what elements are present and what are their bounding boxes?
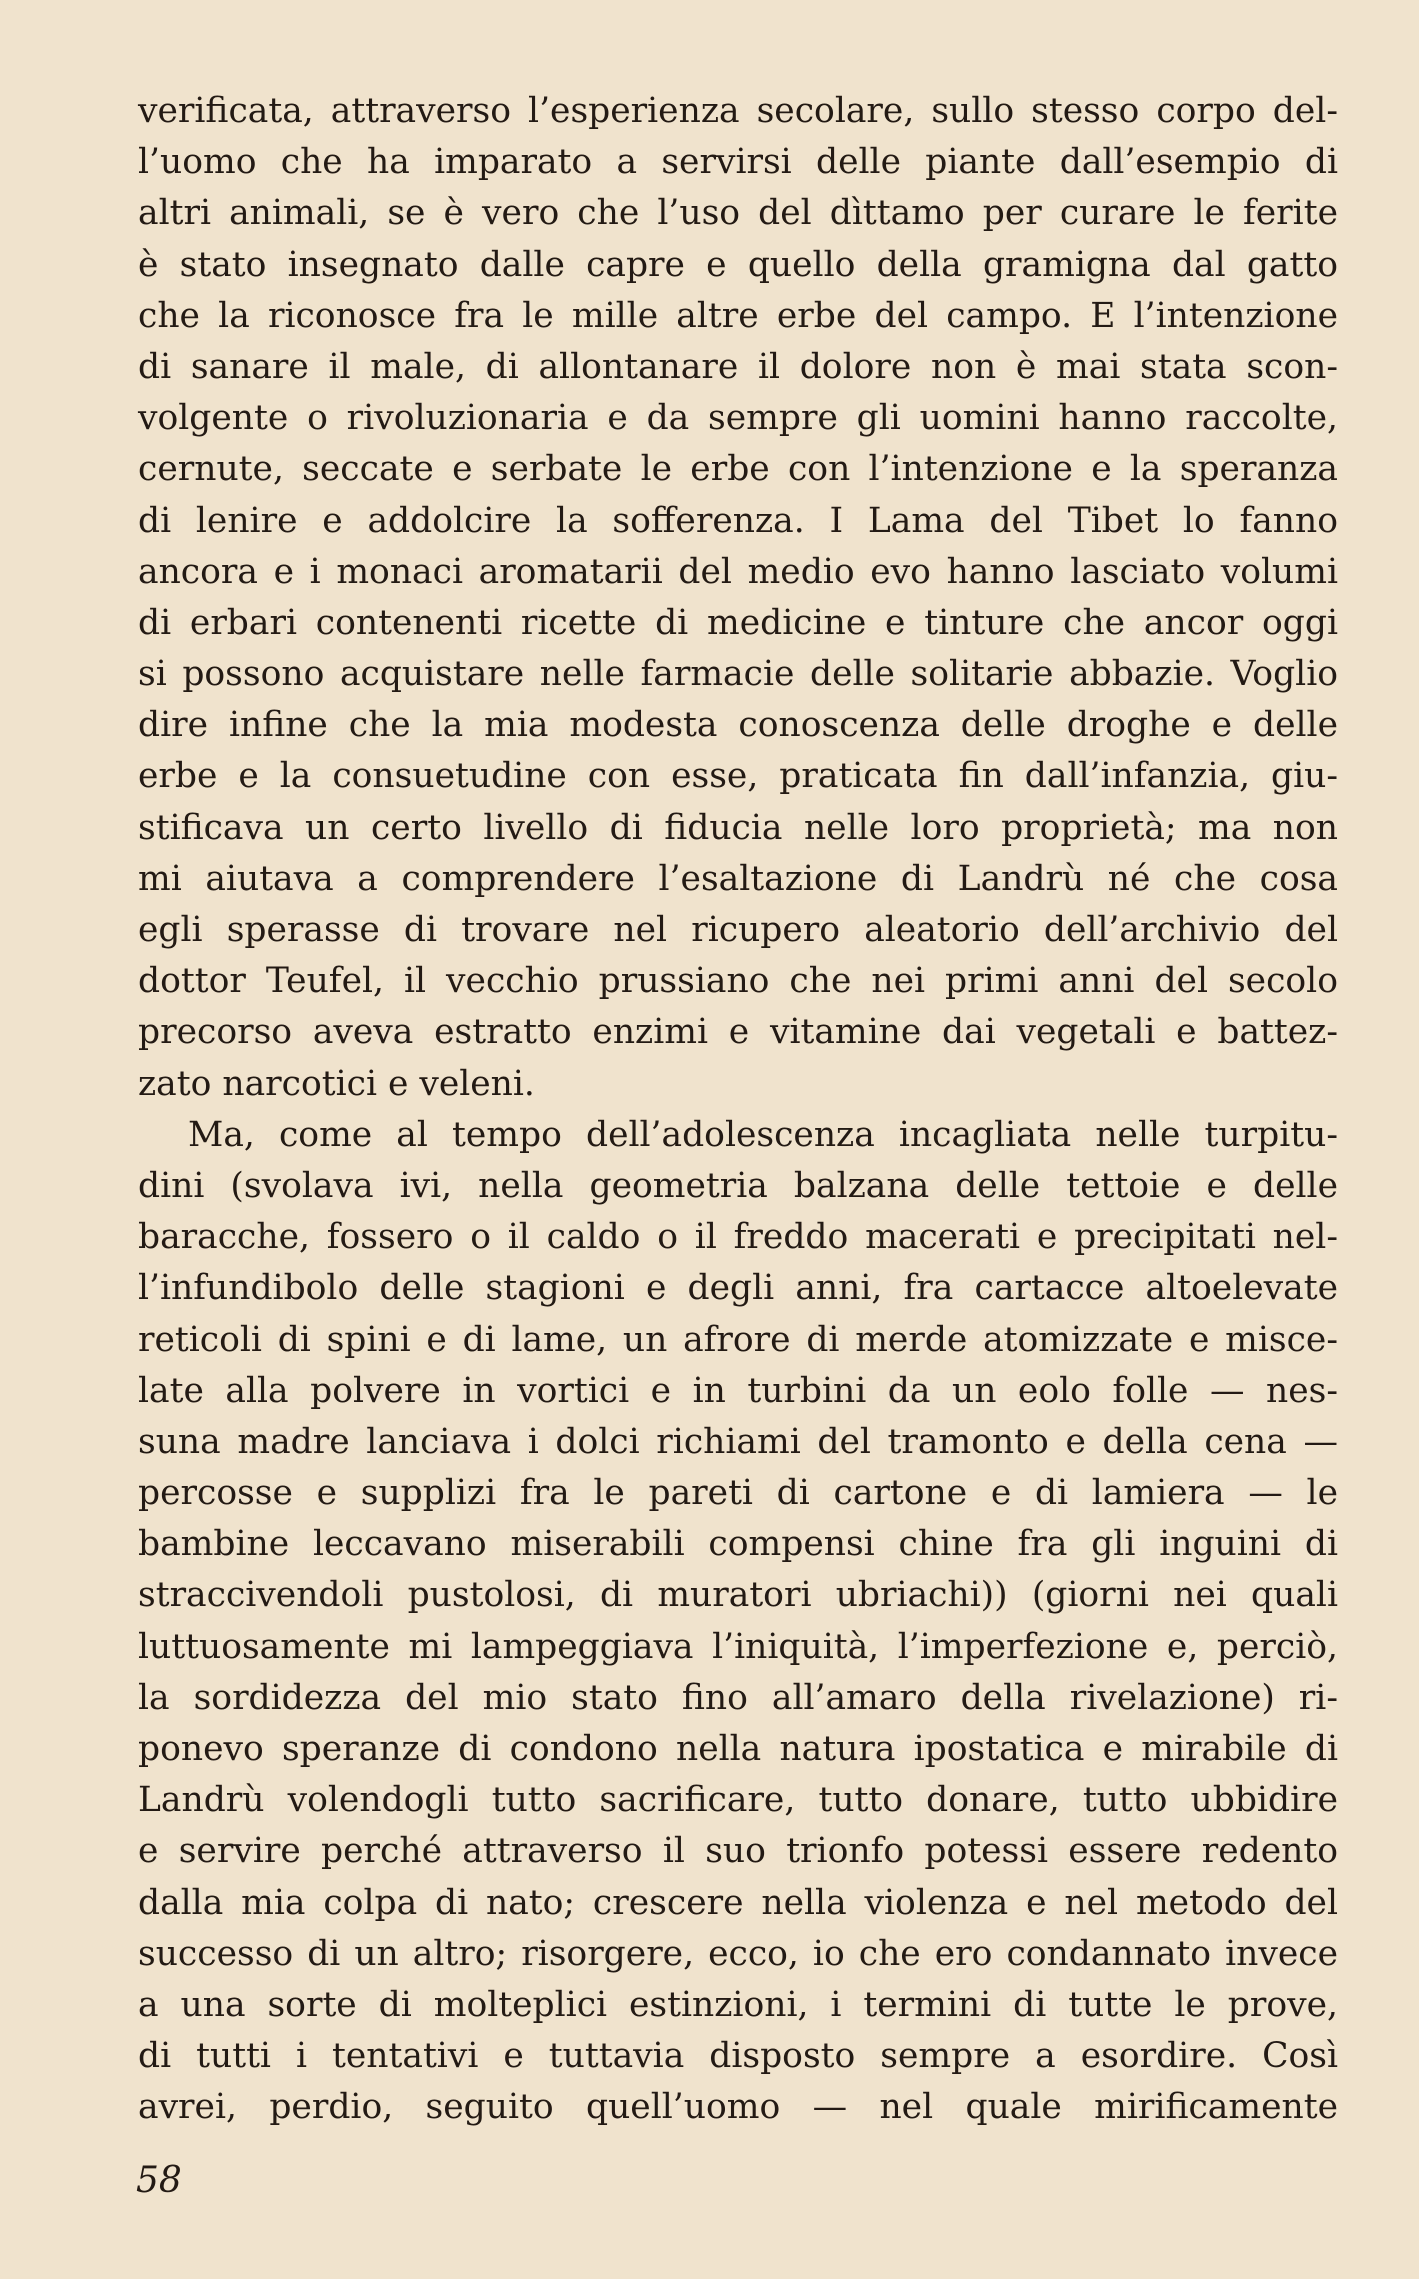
text-line: altri animali, se è vero che l’uso del dìttamo per curare le ferite	[138, 193, 1338, 234]
text-line: erbe e la consuetudine con esse, praticata fin dall’infanzia, giu-	[138, 756, 1338, 797]
text-line: dire infine che la mia modesta conoscenza delle droghe e delle	[138, 705, 1338, 746]
text-line: bambine leccavano miserabili compensi chine fra gli inguini di	[138, 1524, 1338, 1565]
text-line: stificava un certo livello di fiducia nelle loro proprietà; ma non	[138, 807, 1338, 848]
text-line: di lenire e addolcire la sofferenza. I Lama del Tibet lo fanno	[138, 500, 1338, 541]
text-line: avrei, perdio, seguito quell’uomo — nel quale mirificamente	[138, 2087, 1338, 2128]
text-line: è stato insegnato dalle capre e quello della gramigna dal gatto	[138, 244, 1338, 285]
paragraph	[138, 86, 1338, 1110]
text-line: reticoli di spini e di lame, un afrore di merde atomizzate e misce-	[138, 1319, 1338, 1360]
text-line: di tutti i tentativi e tuttavia disposto sempre a esordire. Così	[138, 2036, 1338, 2077]
paragraph	[138, 1110, 1338, 2134]
text-line: baracche, fossero o il caldo o il freddo macerati e precipitati nel-	[138, 1217, 1338, 1258]
text-line: straccivendoli pustolosi, di muratori ubriachi)) (giorni nei quali	[138, 1575, 1338, 1616]
text-line: ancora e i monaci aromatarii del medio evo hanno lasciato volumi	[138, 551, 1338, 592]
text-line: precorso aveva estratto enzimi e vitamine dai vegetali e battez-	[138, 1012, 1338, 1053]
text-line: dottor Teufel, il vecchio prussiano che nei primi anni del secolo	[138, 961, 1338, 1002]
text-line: ponevo speranze di condono nella natura ipostatica e mirabile di	[138, 1729, 1338, 1769]
text-line: e servire perché attraverso il suo trionfo potessi essere redento	[138, 1831, 1338, 1872]
text-line: mi aiutava a comprendere l’esaltazione di Landrù né che cosa	[138, 858, 1338, 899]
text-line: a una sorte di molteplici estinzioni, i termini di tutte le prove,	[138, 1984, 1338, 2025]
text-line: egli sperasse di trovare nel ricupero aleatorio dell’archivio del	[138, 910, 1338, 950]
text-line: di erbari contenenti ricette di medicine e tinture che ancor oggi	[138, 602, 1338, 643]
text-line: zato narcotici e veleni.	[138, 1063, 535, 1104]
text-line: volgente o rivoluzionaria e da sempre gli uomini hanno raccolte,	[138, 398, 1338, 439]
text-line: si possono acquistare nelle farmacie delle solitarie abbazie. Voglio	[138, 654, 1338, 695]
text-line: che la riconosce fra le mille altre erbe del campo. E l’intenzione	[138, 295, 1338, 336]
text-line: percosse e supplizi fra le pareti di cartone e di lamiera — le	[138, 1473, 1338, 1514]
text-line: l’infundibolo delle stagioni e degli anni, fra cartacce altoelevate	[138, 1268, 1338, 1309]
text-line: di sanare il male, di allontanare il dolore non è mai stata scon-	[138, 346, 1338, 387]
text-line: Ma, come al tempo dell’adolescenza incagliata nelle turpitu-	[188, 1114, 1338, 1155]
text-line: l’uomo che ha imparato a servirsi delle piante dall’esempio di	[138, 142, 1338, 183]
text-line: verificata, attraverso l’esperienza secolare, sullo stesso corpo del-	[138, 91, 1338, 131]
text-line: Landrù volendogli tutto sacrificare, tutto donare, tutto ubbidire	[138, 1780, 1338, 1821]
text-line: dalla mia colpa di nato; crescere nella violenza e nel metodo del	[138, 1882, 1338, 1923]
body-text	[138, 86, 1338, 2134]
page-number: 58	[136, 2160, 182, 2201]
text-line: late alla polvere in vortici e in turbini da un eolo folle — nes-	[138, 1370, 1338, 1411]
text-line: successo di un altro; risorgere, ecco, io che ero condannato invece	[138, 1933, 1338, 1974]
text-line: la sordidezza del mio stato fino all’amaro della rivelazione) ri-	[138, 1677, 1338, 1718]
text-line: luttuosamente mi lampeggiava l’iniquità, l’imperfezione e, perciò,	[138, 1626, 1338, 1667]
text-line: suna madre lanciava i dolci richiami del tramonto e della cena —	[138, 1421, 1338, 1462]
text-line: dini (svolava ivi, nella geometria balzana delle tettoie e delle	[138, 1165, 1338, 1206]
text-line: cernute, seccate e serbate le erbe con l’intenzione e la speranza	[138, 449, 1338, 490]
